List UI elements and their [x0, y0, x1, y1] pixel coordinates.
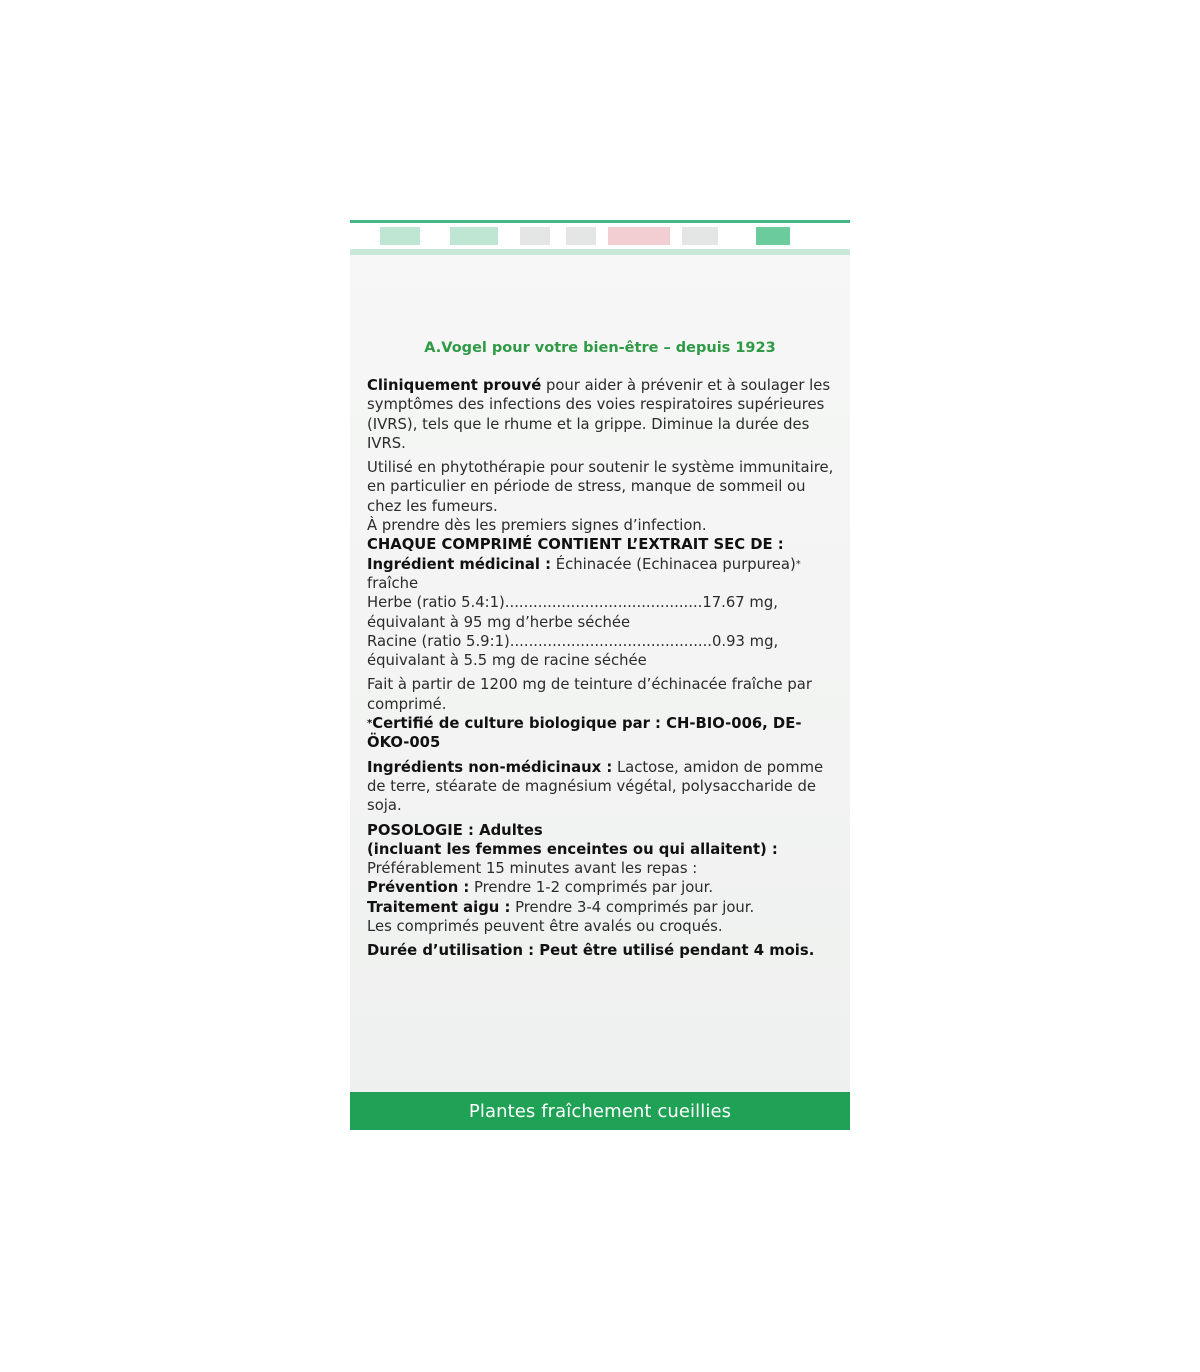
prevention-label: Prévention : — [367, 879, 470, 897]
prevention-text: Prendre 1-2 comprimés par jour. — [469, 879, 714, 897]
flap-print-2 — [450, 227, 498, 245]
label-text — [367, 376, 837, 961]
non-medicinal-label: Ingrédients non-médicinaux : — [367, 758, 613, 776]
herbe-line: Herbe (ratio 5.4:1)..........................................17.67 mg, — [367, 594, 778, 612]
posology-label: POSOLOGIE : Adultes — [367, 821, 543, 839]
brand-tagline: A.Vogel pour votre bien-être – depuis 1923 — [424, 340, 776, 356]
racine-equiv: équivalant à 5.5 mg de racine séchée — [367, 652, 647, 670]
flap-print-5 — [608, 227, 670, 245]
swallow-note: Les comprimés peuvent être avalés ou croqués. — [367, 918, 723, 936]
box-top-flap — [350, 220, 850, 249]
certified-sup: * — [367, 718, 373, 730]
contents-heading: CHAQUE COMPRIMÉ CONTIENT L’EXTRAIT SEC DE : — [367, 536, 784, 554]
usage-paragraph: Utilisé en phytothérapie pour soutenir le système immunitaire, en particulier en période de stress, manque de sommeil ou chez les fumeurs. — [367, 459, 834, 515]
usage-take: À prendre dès les premiers signes d’infection. — [367, 517, 707, 535]
certified-text: Certifié de culture biologique par : CH-BIO-006, DE-ÖKO-005 — [367, 715, 802, 752]
posology-sub: (incluant les femmes enceintes ou qui allaitent) : — [367, 840, 778, 858]
posology-before-meals: Préférablement 15 minutes avant les repas : — [367, 860, 698, 878]
medicinal-text: Échinacée (Echinacea purpurea) — [551, 555, 796, 573]
flap-print-1 — [380, 227, 420, 245]
medicinal-ingredient — [367, 555, 837, 594]
herbe-equiv: équivalant à 95 mg d’herbe séchée — [367, 613, 631, 631]
flap-print-3 — [520, 227, 550, 245]
flap-print-4 — [566, 227, 596, 245]
bottom-banner — [350, 1092, 850, 1130]
intro-text: pour aider à prévenir et à soulager les symptômes des infections des voies respiratoires supérieures (IVRS), tels que le rhume et la grippe. Diminue la durée des IVRS. — [367, 377, 831, 452]
certified — [367, 714, 837, 753]
made-from: Fait à partir de 1200 mg de teinture d’échinacée fraîche par comprimé. — [367, 676, 812, 713]
duration: Durée d’utilisation : Peut être utilisé pendant 4 mois. — [367, 942, 815, 960]
bottom-banner-text: Plantes fraîchement cueillies — [468, 1100, 732, 1122]
medicinal-sup: * — [795, 558, 801, 570]
intro-paragraph — [367, 376, 837, 453]
medicinal-label: Ingrédient médicinal : — [367, 555, 552, 573]
non-medicinal-text: Lactose, amidon de pomme de terre, stéarate de magnésium végétal, polysaccharide de soja. — [367, 758, 824, 815]
acute-treatment — [367, 898, 837, 917]
acute-text: Prendre 3-4 comprimés par jour. — [510, 898, 755, 916]
intro-bold: Cliniquement prouvé — [367, 377, 542, 394]
flap-logo — [756, 227, 790, 245]
non-medicinal — [367, 758, 837, 816]
racine-line: Racine (ratio 5.9:1)...........................................0.93 mg, — [367, 632, 779, 650]
box-edge — [350, 249, 850, 255]
product-box-back — [350, 220, 850, 1130]
flap-print-6 — [682, 227, 718, 245]
acute-label: Traitement aigu : — [367, 898, 511, 916]
prevention — [367, 878, 837, 897]
medicinal-text-2: fraîche — [367, 574, 419, 592]
